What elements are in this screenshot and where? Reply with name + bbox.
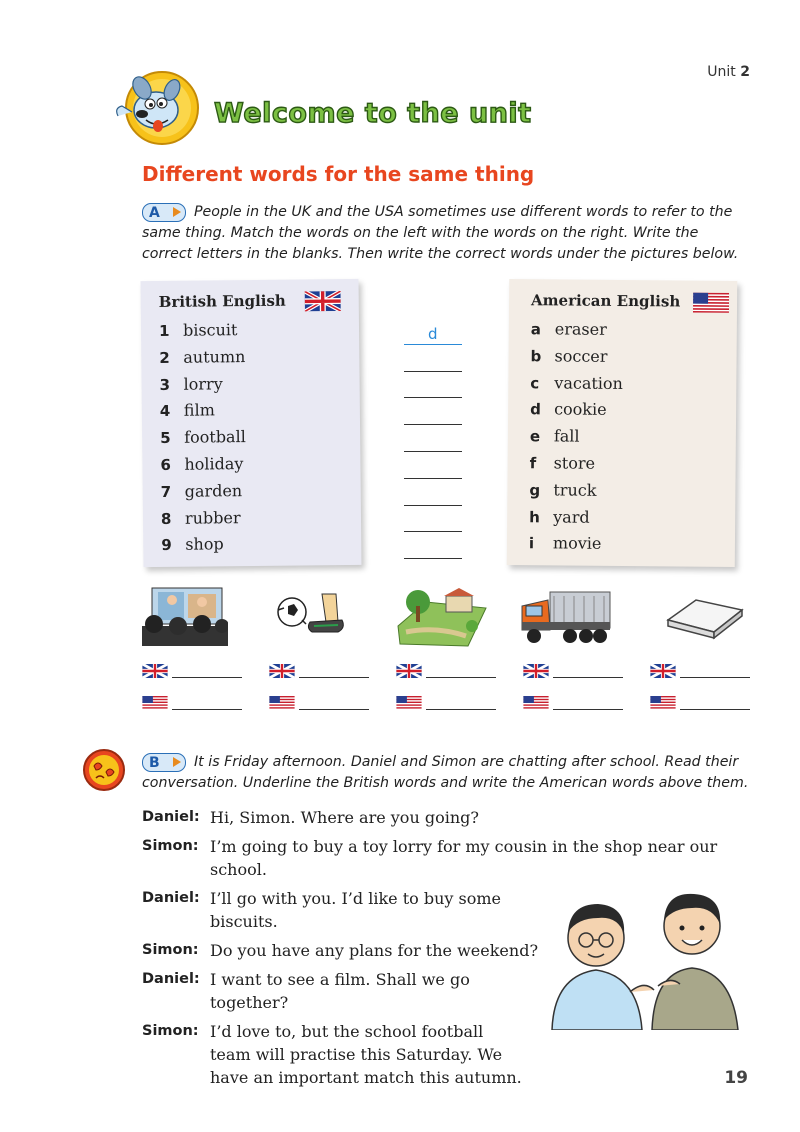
us-flag-icon <box>650 696 676 710</box>
unit-title: Welcome to the unit <box>214 98 532 129</box>
list-item: f store <box>529 453 596 473</box>
us-flag-icon <box>693 293 729 313</box>
answer-blank[interactable] <box>404 398 462 425</box>
exercise-badge-b: B <box>142 753 186 772</box>
dialog-line: Simon: Do you have any plans for the weekend? <box>142 941 539 960</box>
instruction-a: A People in the UK and the USA sometimes use different words to refer to the same thing. Match the words on the left with the words on the right. Write the correct letters in the blanks. Then write the correct words under the pictures below. <box>142 204 739 262</box>
list-item: i movie <box>528 533 602 554</box>
dialog-line: Daniel: I want to see a film. Shall we go together? <box>142 970 470 1012</box>
list-item: 4 film <box>159 400 215 421</box>
us-flag-icon <box>396 696 422 710</box>
list-item: 7 garden <box>160 480 243 501</box>
uk-flag-icon <box>269 664 295 678</box>
picture-answer-us-row <box>142 696 242 710</box>
answer-blank[interactable] <box>404 345 462 372</box>
list-item: e fall <box>529 426 580 446</box>
garden-yard-icon <box>396 586 488 648</box>
eraser-icon <box>662 586 748 648</box>
list-item: h yard <box>529 506 590 527</box>
uk-flag-icon <box>305 291 341 311</box>
list-item: 3 lorry <box>159 373 223 394</box>
picture-answer-uk-row <box>396 664 496 678</box>
section-title: Different words for the same thing <box>142 162 535 186</box>
british-heading: British English <box>159 291 341 313</box>
american-english-card <box>507 279 737 567</box>
list-item: 6 holiday <box>160 454 244 474</box>
two-boys-illustration <box>542 880 742 1030</box>
us-flag-icon <box>269 696 295 710</box>
answer-blanks <box>404 318 462 559</box>
picture-answer-uk-row <box>523 664 623 678</box>
picture-answer-us-row <box>269 696 369 710</box>
cinema-audience-icon <box>142 586 228 648</box>
unit-label: Unit 2 <box>707 64 750 80</box>
american-heading: American English <box>531 291 730 313</box>
dialog-line: Simon: I’d love to, but the school football team will practise this Saturday. We have an important match this autumn. <box>142 1022 522 1087</box>
answer-blank[interactable] <box>404 452 462 479</box>
list-item: c vacation <box>530 373 623 393</box>
list-item: 5 football <box>160 427 246 448</box>
uk-flag-icon <box>523 664 549 678</box>
british-word-list <box>159 320 248 562</box>
picture-answer-uk-row <box>142 664 242 678</box>
dog-mascot-icon <box>112 66 208 146</box>
us-flag-icon <box>523 696 549 710</box>
picture-answer-uk-row <box>650 664 750 678</box>
instruction-b: B It is Friday afternoon. Daniel and Simon are chatting after school. Read their conversation. Underline the British words and write the American words above them. <box>142 754 749 791</box>
picture-answer-uk-row <box>269 664 369 678</box>
answer-blank[interactable] <box>404 372 462 399</box>
list-item: a eraser <box>530 319 607 339</box>
list-item: 9 shop <box>161 534 224 555</box>
list-item: d cookie <box>530 399 607 420</box>
picture-answer-us-row <box>396 696 496 710</box>
answer-blank[interactable]: d <box>404 318 462 345</box>
uk-flag-icon <box>650 664 676 678</box>
page-number: 19 <box>724 1068 748 1088</box>
british-english-card <box>141 279 362 567</box>
list-item: 8 rubber <box>160 507 241 528</box>
american-word-list <box>529 319 624 561</box>
speaking-icon <box>82 748 126 792</box>
answer-blank[interactable] <box>404 479 462 506</box>
answer-blank[interactable] <box>404 532 462 559</box>
dialog-line: Simon: I’m going to buy a toy lorry for my cousin in the shop near our school. <box>142 837 718 879</box>
answer-blank[interactable] <box>404 506 462 533</box>
uk-flag-icon <box>142 664 168 678</box>
answer-blank[interactable] <box>404 425 462 452</box>
list-item: b soccer <box>530 346 608 366</box>
picture-answer-us-row <box>523 696 623 710</box>
list-item: 2 autumn <box>159 346 246 367</box>
picture-answer-us-row <box>650 696 750 710</box>
exercise-badge-a: A <box>142 203 186 222</box>
dialog-line: Daniel: I’ll go with you. I’d like to buy some biscuits. <box>142 889 501 931</box>
us-flag-icon <box>142 696 168 710</box>
list-item: 1 biscuit <box>158 320 238 340</box>
truck-icon <box>520 586 612 648</box>
list-item: g truck <box>529 480 597 500</box>
uk-flag-icon <box>396 664 422 678</box>
dialog-line: Daniel: Hi, Simon. Where are you going? <box>142 808 479 827</box>
soccer-kick-icon <box>274 586 358 648</box>
